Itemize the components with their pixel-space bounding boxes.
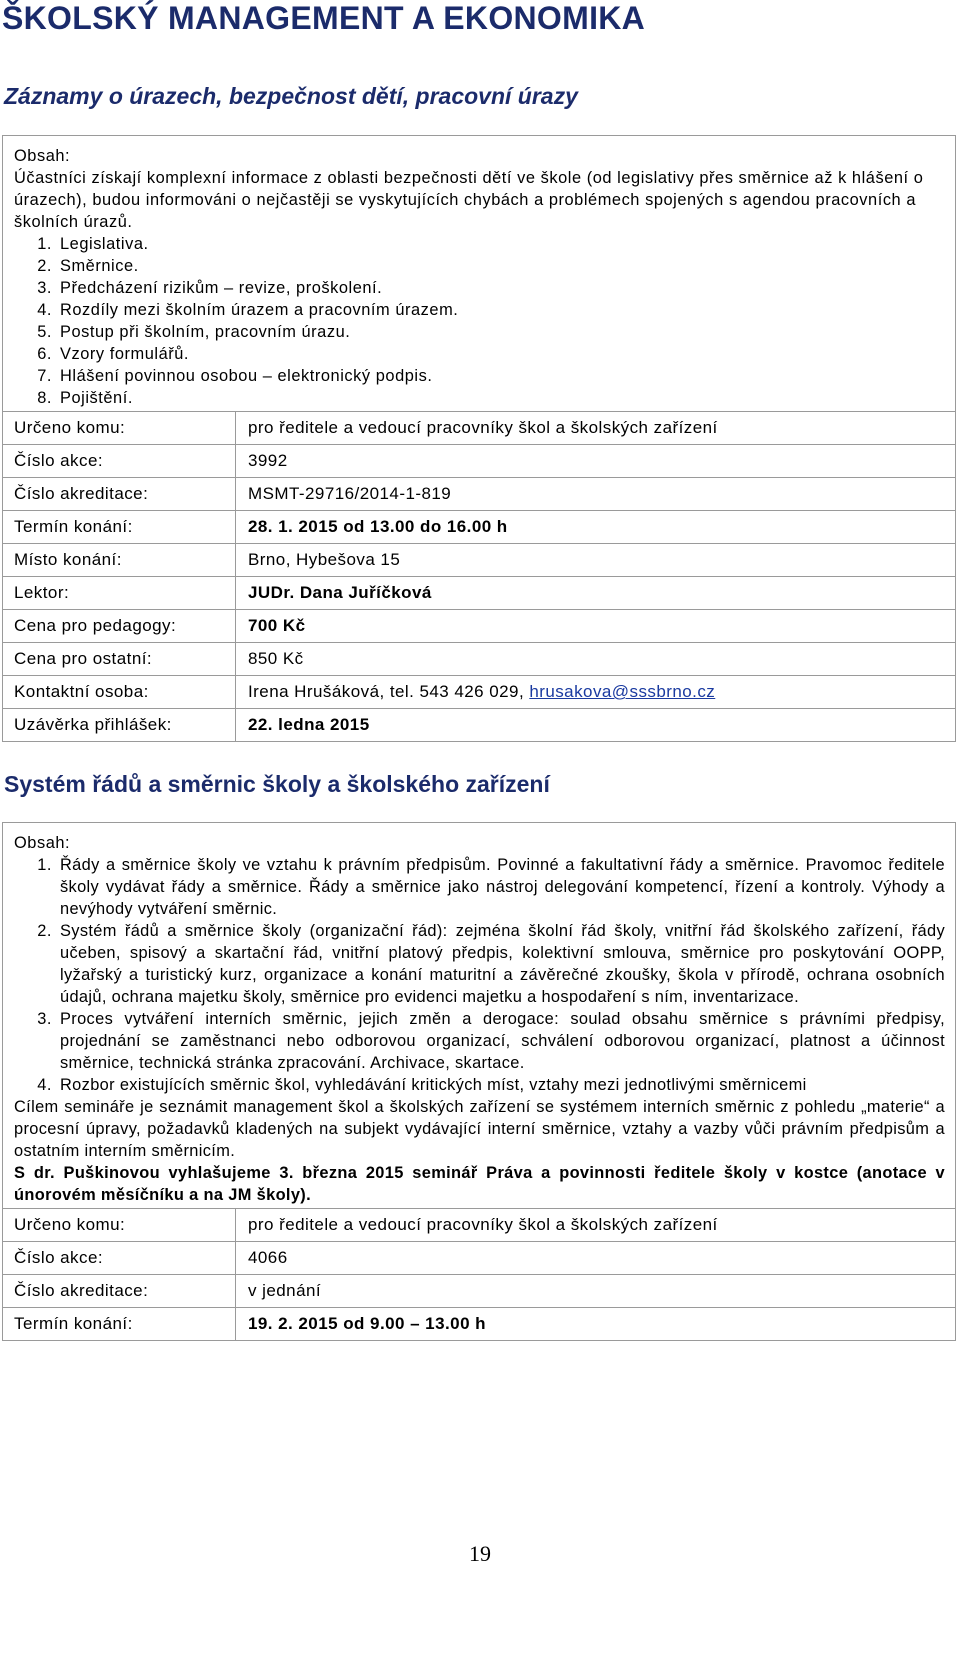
table-row xyxy=(3,445,955,478)
list-item xyxy=(14,1074,945,1096)
content-label: Obsah: xyxy=(14,834,71,852)
course2-info-table xyxy=(3,1208,955,1340)
item-text: Postup při školním, pracovním úrazu. xyxy=(60,323,351,341)
contact-email-link[interactable]: hrusakova@sssbrno.cz xyxy=(529,682,716,701)
item-text: Systém řádů a směrnice školy (organizační řád): zejména školní řád školy, vnitřní řád školského zařízení, řády učeben, spisový a skartační řád, vnitřní platový předpis, kolektivní smlouva, směrnice pro poskytování OOPP, lyžařský a turistický kurz, organizace a konání maturitní a závěrečné zkoušky, škola v přírodě, ochrana osobních údajů, ochrana majetku školy, směrnice pro evidenci majetku a hospodaření s ním, inventarizace. xyxy=(60,922,945,1006)
table-row xyxy=(3,577,955,610)
date-value: 19. 2. 2015 od 9.00 – 13.00 h xyxy=(236,1308,956,1341)
place-label: Místo konání: xyxy=(3,544,236,577)
item-number: 2. xyxy=(37,257,52,275)
list-item xyxy=(14,299,945,321)
table-row xyxy=(3,610,955,643)
item-number: 1. xyxy=(37,235,52,253)
list-item xyxy=(14,365,945,387)
list-item xyxy=(14,387,945,409)
action-value: 4066 xyxy=(236,1242,956,1275)
table-row xyxy=(3,676,955,709)
price-teachers-label: Cena pro pedagogy: xyxy=(3,610,236,643)
list-item xyxy=(14,854,945,920)
table-row xyxy=(3,478,955,511)
target-label: Určeno komu: xyxy=(3,1209,236,1242)
item-number: 5. xyxy=(37,323,52,341)
item-text: Pojištění. xyxy=(60,389,133,407)
course1-box xyxy=(2,135,956,742)
page-number: 19 xyxy=(469,1541,491,1566)
item-number: 6. xyxy=(37,345,52,363)
deadline-label: Uzávěrka přihlášek: xyxy=(3,709,236,742)
list-item xyxy=(14,1008,945,1074)
table-row xyxy=(3,544,955,577)
table-row xyxy=(3,709,955,742)
lecturer-value: JUDr. Dana Juříčková xyxy=(236,577,956,610)
target-label: Určeno komu: xyxy=(3,412,236,445)
date-label: Termín konání: xyxy=(3,511,236,544)
accreditation-value: v jednání xyxy=(236,1275,956,1308)
table-row xyxy=(3,1275,955,1308)
table-row xyxy=(3,1209,955,1242)
item-text: Vzory formulářů. xyxy=(60,345,190,363)
page-title: ŠKOLSKÝ MANAGEMENT A EKONOMIKA xyxy=(2,0,646,36)
date-value: 28. 1. 2015 od 13.00 do 16.00 h xyxy=(236,511,956,544)
action-value: 3992 xyxy=(236,445,956,478)
list-item xyxy=(14,920,945,1008)
contact-value xyxy=(236,676,956,709)
item-number: 4. xyxy=(37,1076,52,1094)
item-text: Směrnice. xyxy=(60,257,139,275)
course2-goal: Cílem semináře je seznámit management škol a školských zařízení se systémem interních směrnic z pohledu „materie“ a procesní úpravy, požadavků kladených na subjekt vydávající interní směrnice, vztahy a vazby vůči právním předpisům a ostatním interním směrnicím. xyxy=(14,1098,945,1160)
list-item xyxy=(14,321,945,343)
target-value: pro ředitele a vedoucí pracovníky škol a školských zařízení xyxy=(236,1209,956,1242)
price-teachers-value: 700 Kč xyxy=(236,610,956,643)
place-value: Brno, Hybešova 15 xyxy=(236,544,956,577)
date-label: Termín konání: xyxy=(3,1308,236,1341)
target-value: pro ředitele a vedoucí pracovníky škol a školských zařízení xyxy=(236,412,956,445)
deadline-value: 22. ledna 2015 xyxy=(236,709,956,742)
item-number: 7. xyxy=(37,367,52,385)
accreditation-label: Číslo akreditace: xyxy=(3,478,236,511)
item-text: Předcházení rizikům – revize, proškolení. xyxy=(60,279,383,297)
course1-info-table xyxy=(3,411,955,741)
content-label: Obsah: xyxy=(14,147,71,165)
action-label: Číslo akce: xyxy=(3,445,236,478)
item-text: Hlášení povinnou osobou – elektronický podpis. xyxy=(60,367,433,385)
item-number: 8. xyxy=(37,389,52,407)
lecturer-label: Lektor: xyxy=(3,577,236,610)
course2-note: S dr. Puškinovou vyhlašujeme 3. března 2015 seminář Práva a povinnosti ředitele školy v kostce (anotace v únorovém měsíčníku a na JM školy). xyxy=(14,1164,945,1204)
item-number: 1. xyxy=(37,856,52,874)
item-number: 3. xyxy=(37,279,52,297)
table-row xyxy=(3,1308,955,1341)
list-item xyxy=(14,255,945,277)
item-number: 3. xyxy=(37,1010,52,1028)
action-label: Číslo akce: xyxy=(3,1242,236,1275)
course2-content xyxy=(3,823,955,1208)
list-item xyxy=(14,343,945,365)
contact-text: Irena Hrušáková, tel. 543 426 029, xyxy=(248,682,530,701)
course2-topic-list xyxy=(14,854,945,1096)
table-row xyxy=(3,511,955,544)
course1-intro: Účastníci získají komplexní informace z oblasti bezpečnosti dětí ve škole (od legislativy přes směrnice až k hlášení o úrazech), budou informováni o nejčastěji se vyskytujících chybách a problémech spojených s agendou pracovních a školních úrazů. xyxy=(14,169,924,231)
table-row xyxy=(3,1242,955,1275)
list-item xyxy=(14,277,945,299)
item-number: 4. xyxy=(37,301,52,319)
course2-title: Systém řádů a směrnic školy a školského zařízení xyxy=(4,771,550,797)
list-item xyxy=(14,233,945,255)
table-row xyxy=(3,412,955,445)
item-text: Proces vytváření interních směrnic, jejich změn a derogace: soulad obsahu směrnice s právními předpisy, projednání se zaměstnanci nebo odborovou organizací, schválení odborovou organizací, platnost a účinnost směrnice, technická stránka zpracování. Archivace, skartace. xyxy=(60,1010,945,1072)
price-others-label: Cena pro ostatní: xyxy=(3,643,236,676)
table-row xyxy=(3,643,955,676)
course1-topic-list xyxy=(14,233,945,409)
item-number: 2. xyxy=(37,922,52,940)
item-text: Řády a směrnice školy ve vztahu k právním předpisům. Povinné a fakultativní řády a směrnice. Pravomoc ředitele školy vydávat řády a směrnice. Řády a směrnice jako nástroj delegování kompetencí, řízení a kontroly. Výhody a nevýhody vytváření směrnic. xyxy=(60,856,945,918)
course2-box xyxy=(2,822,956,1341)
item-text: Legislativa. xyxy=(60,235,149,253)
item-text: Rozdíly mezi školním úrazem a pracovním úrazem. xyxy=(60,301,459,319)
item-text: Rozbor existujících směrnic škol, vyhledávání kritických míst, vztahy mezi jednotlivými směrnicemi xyxy=(60,1076,807,1094)
course1-content xyxy=(3,136,955,411)
contact-label: Kontaktní osoba: xyxy=(3,676,236,709)
course1-title: Záznamy o úrazech, bezpečnost dětí, pracovní úrazy xyxy=(4,83,578,109)
accreditation-value: MSMT-29716/2014-1-819 xyxy=(236,478,956,511)
price-others-value: 850 Kč xyxy=(236,643,956,676)
accreditation-label: Číslo akreditace: xyxy=(3,1275,236,1308)
